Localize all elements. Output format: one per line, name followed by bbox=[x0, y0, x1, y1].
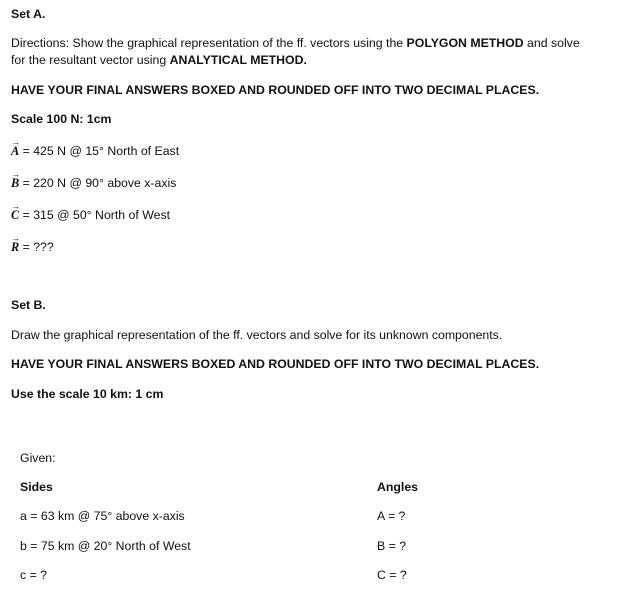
directions-text-2: for the resultant vector using bbox=[11, 53, 170, 67]
vector-b bbox=[11, 176, 176, 191]
set-a-instruction: HAVE YOUR FINAL ANSWERS BOXED AND ROUNDED OFF INTO TWO DECIMAL PLACES. bbox=[11, 83, 540, 97]
set-a-heading: Set A. bbox=[11, 7, 46, 21]
sides-header: Sides bbox=[20, 480, 53, 494]
vector-a-symbol: → A bbox=[11, 144, 19, 159]
angle-c: C = ? bbox=[377, 568, 407, 582]
vector-r bbox=[11, 240, 54, 255]
angles-header: Angles bbox=[377, 480, 418, 494]
polygon-method-label: POLYGON METHOD bbox=[406, 36, 524, 50]
vector-a bbox=[11, 144, 179, 159]
side-b: b = 75 km @ 20° North of West bbox=[20, 539, 191, 553]
set-b-directions: Draw the graphical representation of the ff. vectors and solve for its unknown components. bbox=[11, 328, 503, 342]
vector-r-symbol: → R bbox=[11, 240, 19, 255]
analytical-method-label: ANALYTICAL METHOD. bbox=[169, 53, 307, 67]
vector-r-value: = ??? bbox=[19, 240, 54, 254]
set-a-scale: Scale 100 N: 1cm bbox=[11, 112, 112, 126]
vector-c-value: = 315 @ 50° North of West bbox=[19, 208, 171, 222]
vector-a-value: = 425 N @ 15° North of East bbox=[19, 144, 180, 158]
vector-b-value: = 220 N @ 90° above x-axis bbox=[19, 176, 177, 190]
set-b-instruction: HAVE YOUR FINAL ANSWERS BOXED AND ROUNDED OFF INTO TWO DECIMAL PLACES. bbox=[11, 357, 540, 371]
vector-b-symbol: → B bbox=[11, 176, 19, 191]
vector-c bbox=[11, 208, 170, 223]
directions-text: Directions: Show the graphical representation of the ff. vectors using the bbox=[11, 36, 407, 50]
set-b-heading: Set B. bbox=[11, 298, 46, 312]
side-c: c = ? bbox=[20, 568, 48, 582]
angle-b: B = ? bbox=[377, 539, 407, 553]
directions-text-cont: and solve bbox=[523, 36, 580, 50]
given-label: Given: bbox=[20, 451, 56, 465]
set-b-scale: Use the scale 10 km: 1 cm bbox=[11, 387, 164, 401]
set-a-directions-line-2 bbox=[11, 53, 307, 68]
angle-a: A = ? bbox=[377, 509, 406, 523]
side-a: a = 63 km @ 75° above x-axis bbox=[20, 509, 185, 523]
vector-c-symbol: → C bbox=[11, 208, 19, 223]
set-a-directions-line-1 bbox=[11, 36, 580, 51]
